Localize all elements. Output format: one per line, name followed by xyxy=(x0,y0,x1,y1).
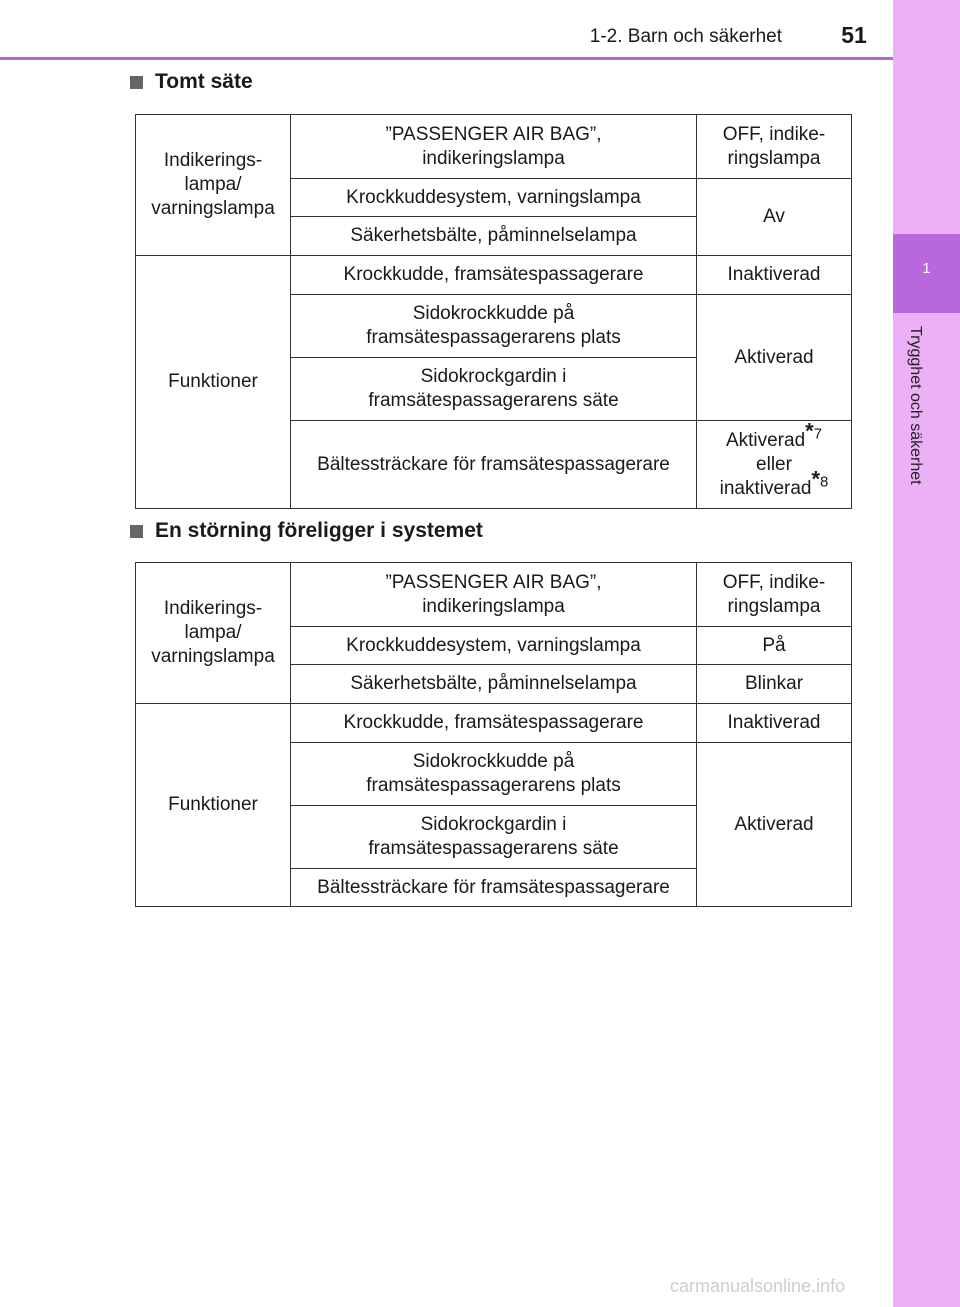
table-row xyxy=(136,563,852,627)
header-section-title: 1-2. Barn och säkerhet xyxy=(589,26,782,47)
cell-item: Säkerhetsbälte, påminnelselampa xyxy=(291,665,697,704)
chapter-sidebar xyxy=(893,0,960,1307)
row-label-indicators: Indikerings- lampa/ varningslampa xyxy=(136,115,291,256)
cell-item: ”PASSENGER AIR BAG”, indikeringslampa xyxy=(291,115,697,179)
cell-value: Aktiverad xyxy=(697,743,852,907)
row-label-functions: Funktioner xyxy=(136,256,291,509)
table-row xyxy=(136,115,852,179)
cell-value: OFF, indike- ringslampa xyxy=(697,563,852,627)
cell-item: Sidokrockgardin i framsätespassagerarens säte xyxy=(291,358,697,421)
cell-item: Krockkudde, framsätespassagerare xyxy=(291,256,697,295)
value-inactivated: inaktiverad xyxy=(719,477,812,499)
cell-value: Inaktiverad xyxy=(697,704,852,743)
header-divider xyxy=(0,57,893,60)
section-heading-empty-seat xyxy=(130,70,253,94)
cell-item: Krockkuddesystem, varningslampa xyxy=(291,179,697,217)
section-heading-text: Tomt säte xyxy=(155,70,253,93)
cell-item: Sidokrockgardin i framsätespassagerarens säte xyxy=(291,806,697,869)
square-bullet-icon xyxy=(130,525,143,538)
cell-item: Krockkuddesystem, varningslampa xyxy=(291,627,697,665)
cell-item: Sidokrockkudde på framsätespassagerarens plats xyxy=(291,743,697,806)
table-row xyxy=(136,704,852,743)
page-number: 51 xyxy=(841,22,867,48)
cell-item: ”PASSENGER AIR BAG”, indikeringslampa xyxy=(291,563,697,627)
section-heading-text: En störning föreligger i systemet xyxy=(155,519,483,542)
row-label-functions: Funktioner xyxy=(136,704,291,907)
footnote-ref: 7 xyxy=(813,425,823,443)
cell-item: Sidokrockkudde på framsätespassagerarens plats xyxy=(291,295,697,358)
status-table-system-fault xyxy=(135,562,852,907)
value-activated: Aktiverad xyxy=(725,429,806,451)
cell-value: Aktiverad xyxy=(697,295,852,421)
chapter-title: Trygghet och säkerhet xyxy=(907,326,924,485)
cell-value-compound xyxy=(697,418,852,509)
chapter-tab xyxy=(893,234,960,313)
section-heading-system-fault xyxy=(130,519,483,543)
cell-item: Krockkudde, framsätespassagerare xyxy=(291,704,697,743)
value-or: eller xyxy=(756,453,792,475)
table-row xyxy=(136,256,852,295)
watermark: carmanualsonline.info xyxy=(670,1276,846,1296)
cell-value: På xyxy=(697,627,852,665)
chapter-number: 1 xyxy=(922,260,931,277)
square-bullet-icon xyxy=(130,76,143,89)
cell-item: Säkerhetsbälte, påminnelselampa xyxy=(291,217,697,256)
cell-value: Blinkar xyxy=(697,665,852,704)
cell-item: Bältessträckare för framsätespassagerare xyxy=(291,421,697,509)
footnote-star-icon: * xyxy=(805,418,814,444)
row-label-indicators: Indikerings- lampa/ varningslampa xyxy=(136,563,291,704)
footnote-ref: 8 xyxy=(820,473,829,491)
cell-item: Bältessträckare för framsätespassagerare xyxy=(291,869,697,907)
footnote-star-icon: * xyxy=(811,466,821,492)
status-table-empty-seat xyxy=(135,114,852,509)
cell-value: Inaktiverad xyxy=(697,256,852,295)
cell-value: OFF, indike- ringslampa xyxy=(697,115,852,179)
cell-value: Av xyxy=(697,179,852,256)
